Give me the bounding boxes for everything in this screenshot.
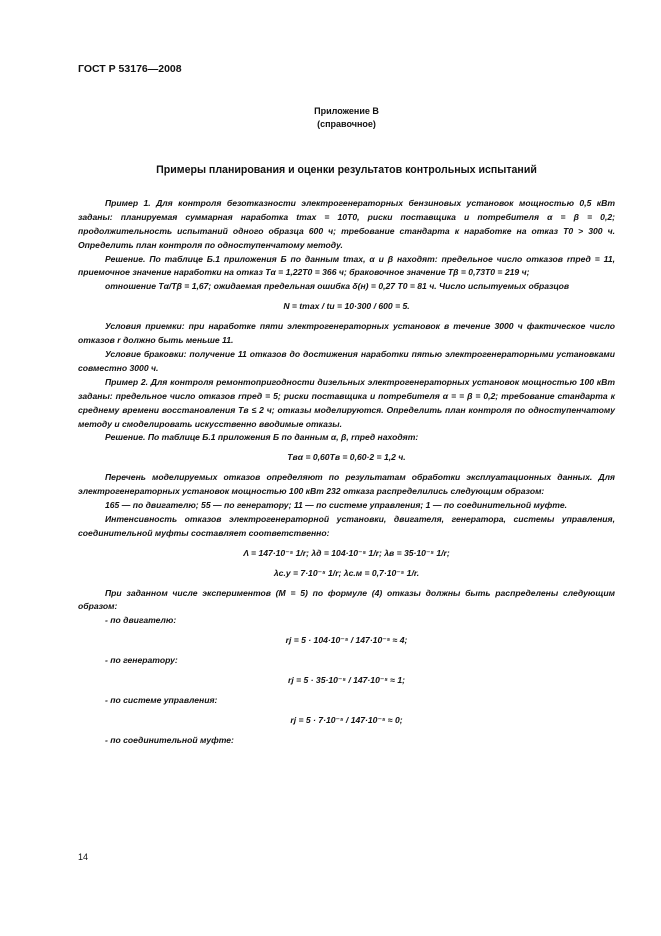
intensity-intro: Интенсивность отказов электрогенераторной установки, двигателя, генератора, системы управления, соединительной муфты составляет соответственно:: [78, 513, 615, 538]
standard-id: ГОСТ Р 53176—2008: [78, 63, 182, 75]
failure-distribution: 165 — по двигателю; 55 — по генератору; 11 — по системе управления; 1 — по соединительной муфте.: [105, 500, 567, 511]
example2-problem: Пример 2. Для контроля ремонтопригодности дизельных электрогенераторных установок мощностью 100 кВт заданы: предельное число отказов rпред = 5; риски поставщика и потребителя α = = β = 0,2; требование стандарта к среднему времени восстановления Tв ≤ 2 ч; отказы моделируются. Определить план контроля по одноступенчатому методу и смоделировать искусственно вводимые отказы.: [78, 376, 615, 429]
distribution-intro: При заданном числе экспериментов (М = 5) по формуле (4) отказы должны быть распределены следующим образом:: [78, 587, 615, 612]
formula-n: N = tmax / tи = 10·300 / 600 = 5.: [283, 301, 410, 312]
acceptance-condition: Условия приемки: при наработке пяти электрогенераторных установок в течение 3000 ч фактическое число отказов r должно быть меньше 11.: [78, 321, 615, 346]
failure-list-intro: Перечень моделируемых отказов определяют по результатам обработки эксплуатационных данных. Для электрогенераторных установок мощностью 100 кВт 232 отказа распределились следующим образом:: [78, 472, 615, 497]
section-title: Примеры планирования и оценки результатов контрольных испытаний: [156, 163, 537, 176]
example2-solution: Решение. По таблице Б.1 приложения Б по данным α, β, rпред находят:: [105, 432, 419, 443]
item-control-label: - по системе управления:: [105, 695, 218, 705]
document-body: [78, 197, 615, 748]
example1-solution: Решение. По таблице Б.1 приложения Б по данным tmax, α и β находят: предельное число отказов rпред = 11, приемочное значение наработки на отказ Tα = 1,22T0 = 366 ч; браковочное значение Tβ = 0,73T0 = 219 ч;: [78, 253, 615, 278]
item-coupling-label: - по соединительной муфте:: [105, 734, 234, 745]
appendix-title: Приложение В: [314, 105, 379, 116]
formula-lambda-2: λс.у = 7·10⁻⁵ 1/r; λс.м = 0,7·10⁻⁵ 1/r.: [273, 567, 420, 578]
formula-lambda-1: Λ = 147·10⁻⁵ 1/r; λд = 104·10⁻⁵ 1/r; λв = 35·10⁻⁵ 1/r;: [243, 547, 450, 558]
item-generator-label: - по генератору:: [105, 655, 178, 666]
example1-problem: Пример 1. Для контроля безотказности электрогенераторных бензиновых установок мощностью 0,5 кВт заданы: планируемая суммарная наработка tmax = 10T0, риски поставщика и потребителя α = β = 0,2; продолжительность испытаний одного образца 600 ч; требование стандарта к наработке на отказ T0 > 300 ч. Определить план контроля по одноступенчатому методу.: [78, 197, 615, 250]
formula-r-engine: rj = 5 · 104·10⁻⁵ / 147·10⁻⁵ ≈ 4;: [285, 635, 408, 646]
example1-ratio: отношение Tα/Tβ = 1,67; ожидаемая предельная ошибка δ(н) = 0,27 T0 = 81 ч. Число испытуемых образцов: [105, 281, 570, 292]
formula-r-generator: rj = 5 · 35·10⁻⁵ / 147·10⁻⁵ ≈ 1;: [287, 675, 406, 686]
appendix-subtitle: (справочное): [317, 118, 376, 129]
rejection-condition: Условие браковки: получение 11 отказов до достижения наработки пятью электрогенераторными установками совместно 3000 ч.: [78, 348, 615, 373]
formula-r-control: rj = 5 · 7·10⁻⁵ / 147·10⁻⁵ ≈ 0;: [290, 714, 403, 725]
document-page: [78, 60, 615, 748]
formula-t: Tвα = 0,60Tв = 0,60·2 = 1,2 ч.: [287, 452, 406, 463]
item-engine-label: - по двигателю:: [105, 615, 177, 626]
page-number: 14: [78, 852, 89, 862]
